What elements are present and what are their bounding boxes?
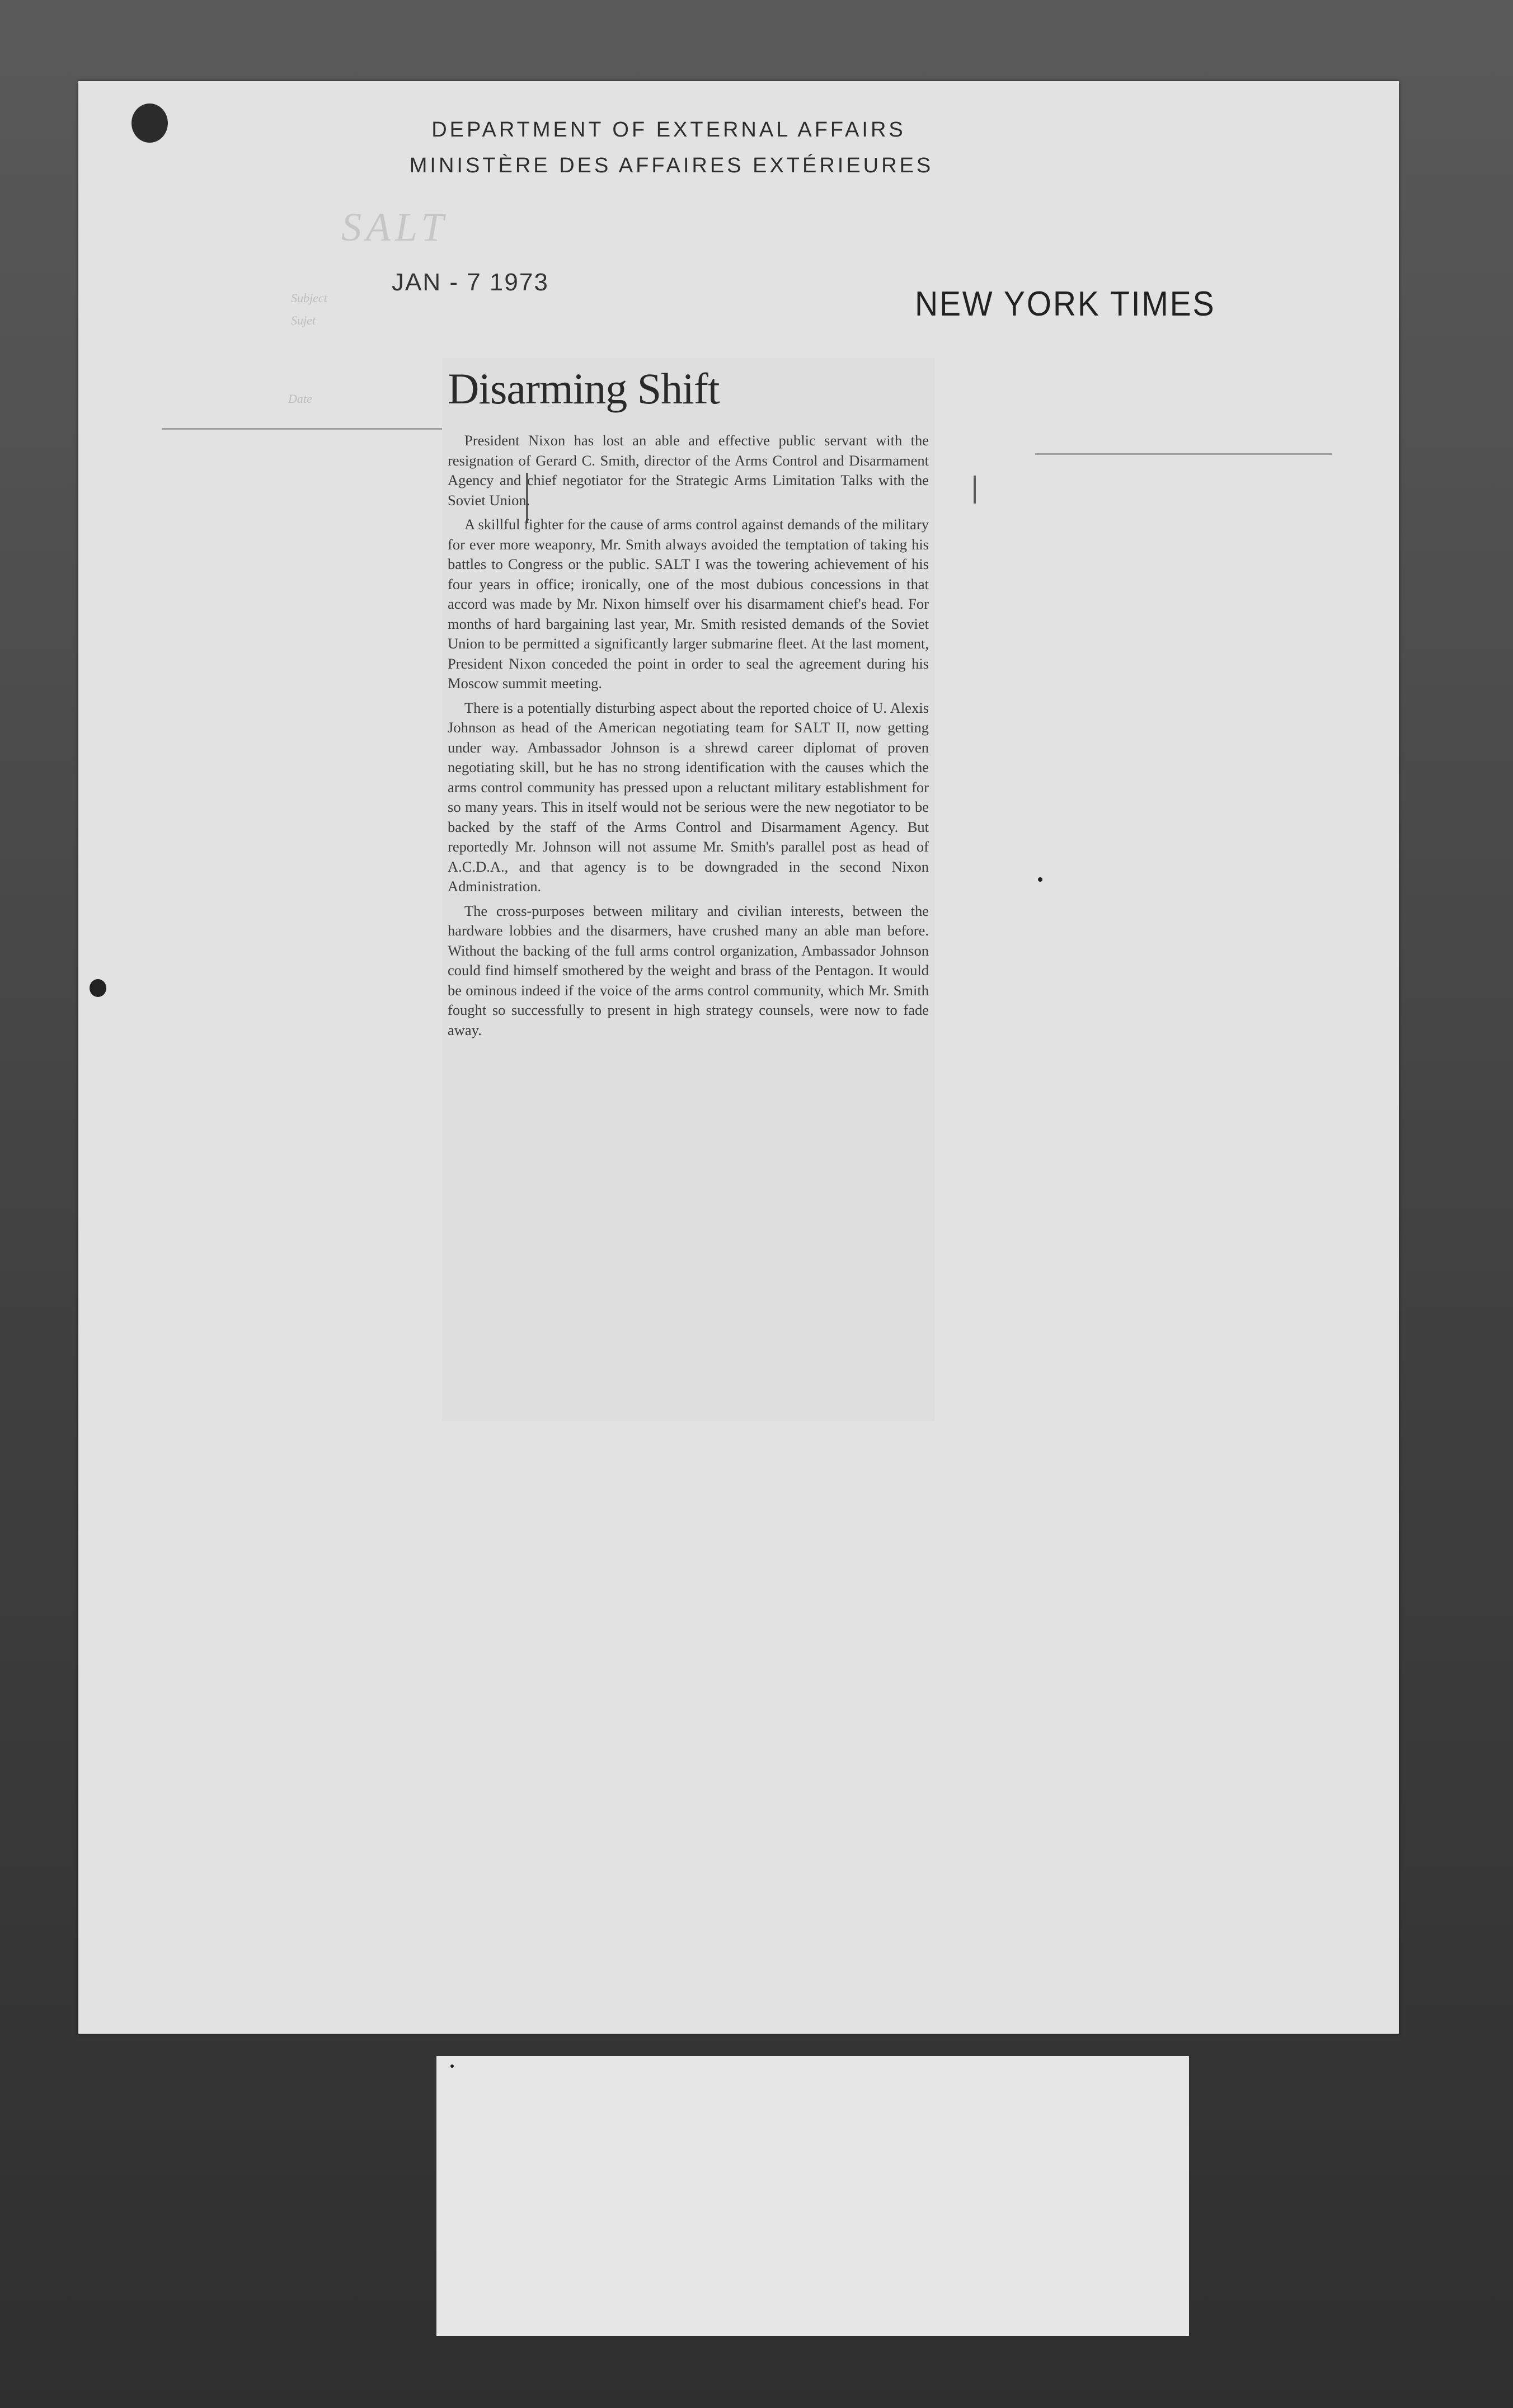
date-stamp: JAN - 7 1973 — [392, 269, 549, 296]
film-speck — [450, 2064, 454, 2068]
article-paragraph: President Nixon has lost an able and effective public servant with the resignation of Gerard C. Smith, director of the Arms Control and Disarmament Agency and chief negotiator for the Strategic Arms Limitation Talks with the Soviet Union. — [448, 432, 929, 509]
subject-label: Subject — [291, 291, 327, 305]
article-paragraph: A skillful fighter for the cause of arms control against demands of the military for ever more weaponry, Mr. Smith always avoided the temptation of taking his battles to Congress or the public. SALT I was the towering achievement of his four years in office; ironically, one of the most dubious concessions in that accord was made by Mr. Nixon himself over his disarmament chief's head. For months of hard bargaining last year, Mr. Smith resisted demands of the Soviet Union to be permitted a significantly larger submarine fleet. At the last moment, President Nixon conceded the point in order to seal the agreement during his Moscow summit meeting. — [448, 516, 929, 692]
letterhead-french: MINISTÈRE DES AFFAIRES EXTÉRIEURES — [409, 154, 934, 177]
film-speck — [90, 979, 106, 997]
article-headline: Disarming Shift — [448, 364, 720, 413]
film-speck — [1038, 877, 1042, 882]
index-card — [436, 2056, 1189, 2336]
divider-right — [1035, 453, 1332, 455]
margin-mark — [974, 476, 976, 504]
sujet-label: Sujet — [291, 313, 316, 327]
article-paragraph: There is a potentially disturbing aspect about the reported choice of U. Alexis Johnson as head of the American negotiating team for SALT II, now getting under way. Ambassador Johnson is a shrewd career diplomat of proven negotiating skill, but he has no strong identification with the causes which the arms control community has pressed upon a reluctant military establishment for so many years. This in itself would not be serious were the new negotiator to be backed by the staff of the Arms Control and Disarmament Agency. But reportedly Mr. Johnson will not assume Mr. Smith's parallel post as head of A.C.D.A., and that agency is to be downgraded in the second Nixon Administration. — [448, 699, 929, 895]
article-paragraph: The cross-purposes between military and civilian interests, between the hardware lobbies and the disarmers, have crushed many an able man before. Without the backing of the full arms control organization, Ambassador Johnson could find himself smothered by the weight and brass of the Pentagon. It would be ominous indeed if the voice of the arms control community, which Mr. Smith fought so successfully to present in high strategy counsels, were now to fade away. — [448, 902, 929, 1038]
letterhead-english: DEPARTMENT OF EXTERNAL AFFAIRS — [431, 118, 906, 142]
subject-handwritten-value: SALT — [341, 205, 448, 250]
publication-stamp: NEW YORK TIMES — [915, 285, 1216, 323]
date-label: Date — [288, 392, 312, 406]
article-body — [448, 431, 929, 1045]
letterhead — [0, 112, 1321, 184]
